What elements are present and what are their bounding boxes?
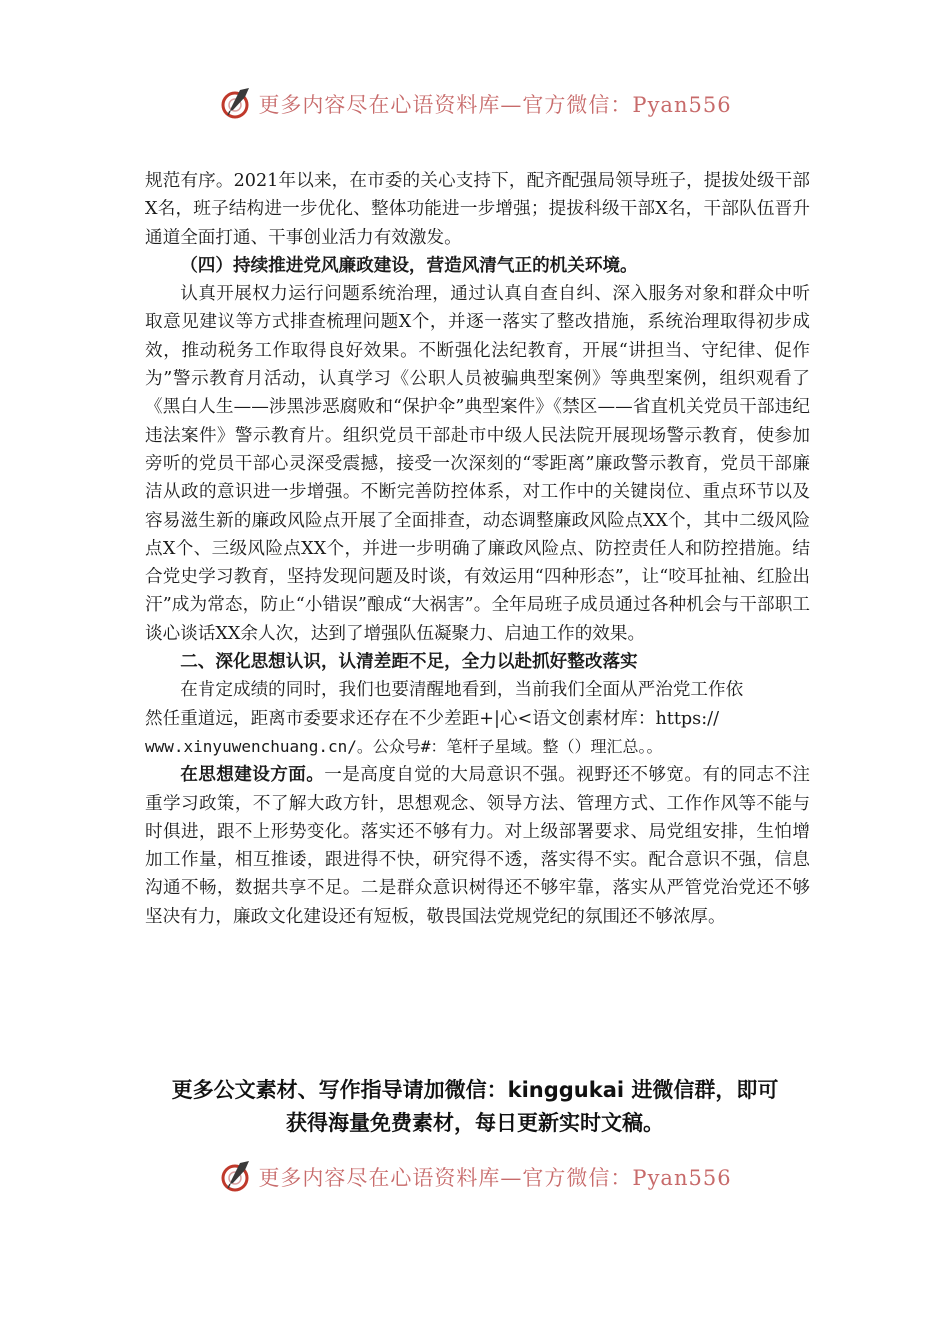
ideology-lead: 在思想建设方面。 [180, 764, 325, 786]
promo-line-1: 更多公文素材、写作指导请加微信：kinggukai 进微信群，即可 [171, 1078, 779, 1102]
promo-block [100, 1074, 850, 1140]
footer-banner [0, 1157, 950, 1197]
section-heading-4: （四）持续推进党风廉政建设，营造风清气正的机关环境。 [180, 254, 638, 276]
document-body [145, 167, 810, 931]
header-banner-text: 更多内容尽在心语资料库—官方微信：Pyan556 [258, 93, 732, 117]
pen-ring-logo-icon [218, 86, 254, 122]
paragraph-party-conduct: 认真开展权力运行问题系统治理，通过认真自查自纠、深入服务对象和群众中听取意见建议等方式排查梳理问题X个，并逐一落实了整改措施，系统治理取得初步成效，推动税务工作取得良好效果。不断强化法纪教育，开展“讲担当、守纪律、促作为”警示教育月活动，认真学习《公职人员被骗典型案例》等典型案例，组织观看了《黑白人生——涉黑涉恶腐败和“保护伞”典型案件》《禁区——省直机关党员干部违纪违法案件》警示教育片。组织党员干部赴市中级人民法院开展现场警示教育，使参加旁听的党员干部心灵深受震撼，接受一次深刻的“零距离”廉政警示教育，党员干部廉洁从政的意识进一步增强。不断完善防控体系，对工作中的关键岗位、重点环节以及容易滋生新的廉政风险点开展了全面排查，动态调整廉政风险点XX个，其中二级风险点X个、三级风险点XX个，并进一步明确了廉政风险点、防控责任人和防控措施。结合党史学习教育，坚持发现问题及时谈，有效运用“四种形态”，让“咬耳扯袖、红脸出汗”成为常态，防止“小错误”酿成“大祸害”。全年局班子成员通过各种机会与干部职工谈心谈话XX余人次，达到了增强队伍凝聚力、启迪工作的效果。 [145, 284, 810, 644]
footer-banner-text: 更多内容尽在心语资料库—官方微信：Pyan556 [258, 1166, 732, 1190]
paragraph-continuation: 规范有序。2021年以来，在市委的关心支持下，配齐配强局领导班子，提拔处级干部X名，班子结构进一步优化、整体功能进一步增强；提拔科级干部X名，干部队伍晋升通道全面打通、干事创业活力有效激发。 [145, 171, 810, 248]
shortcomings-line-1: 在肯定成绩的同时，我们也要清醒地看到，当前我们全面从严治党工作依 [180, 680, 744, 701]
promo-line-2: 获得海量免费素材，每日更新实时文稿。 [286, 1111, 664, 1135]
shortcomings-line-3: www.xinyuwenchuang.cn/。公众号#：笔杆子星域。整（）理汇总。。 [145, 736, 663, 756]
paragraph-shortcomings [145, 676, 810, 761]
header-banner [0, 84, 950, 124]
section-heading-2: 二、深化思想认识，认清差距不足，全力以赴抓好整改落实 [180, 651, 638, 673]
paragraph-ideology [145, 761, 810, 931]
ideology-text: 一是高度自觉的大局意识不强。视野还不够宽。有的同志不注重学习政策，不了解大政方针，思想观念、领导方法、管理方式、工作作风等不能与时俱进，跟不上形势变化。落实还不够有力。对上级部署要求、局党组安排，生怕增加工作量，相互推诿，跟进得不快，研究得不透，落实得不实。配合意识不强，信息沟通不畅，数据共享不足。二是群众意识树得还不够牢靠，落实从严管党治党还不够坚决有力，廉政文化建设还有短板，敬畏国法党规党纪的氛围还不够浓厚。 [145, 765, 810, 927]
shortcomings-line-2: 然任重道远，距离市委要求还存在不少差距+|心<语文创素材库：https:// [145, 708, 719, 729]
pen-ring-logo-icon [218, 1159, 254, 1195]
